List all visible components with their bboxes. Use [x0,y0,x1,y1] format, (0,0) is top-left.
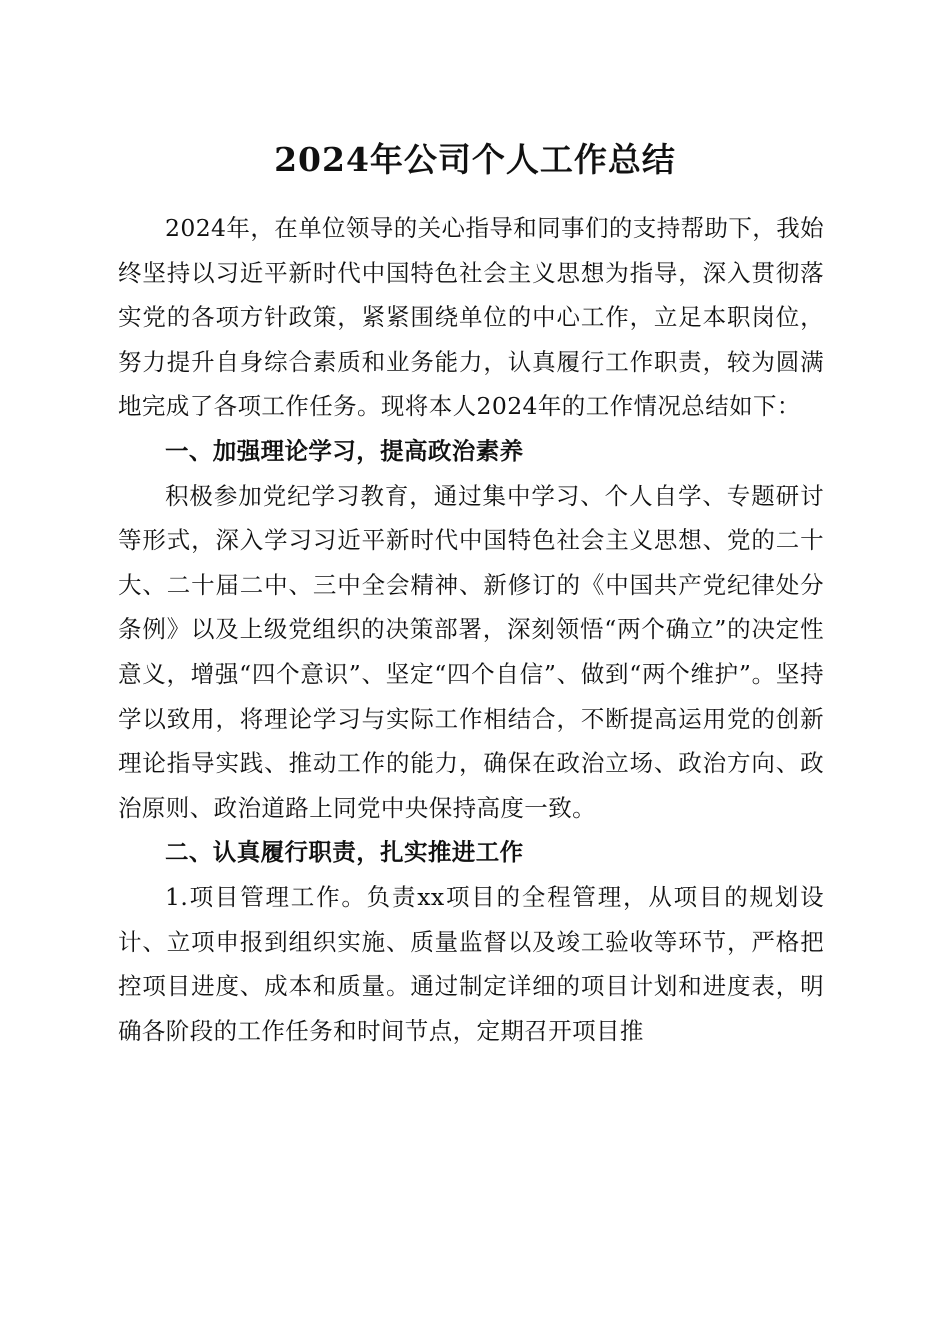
section-paragraph-1: 积极参加党纪学习教育，通过集中学习、个人自学、专题研讨等形式，深入学习习近平新时代中国特色社会主义思想、党的二十大、二十届二中、三中全会精神、新修订的《中国共产党纪律处分条例》以及上级党组织的决策部署，深刻领悟“两个确立”的决定性意义，增强“四个意识”、坚定“四个自信”、做到“两个维护”。坚持学以致用，将理论学习与实际工作相结合，不断提高运用党的创新理论指导实践、推动工作的能力，确保在政治立场、政治方向、政治原则、政治道路上同党中央保持高度一致。 [118,481,824,822]
document-body [118,206,824,1053]
section-paragraph-2: 1.项目管理工作。负责xx项目的全程管理，从项目的规划设计、立项申报到组织实施、质量监督以及竣工验收等环节，严格把控项目进度、成本和质量。通过制定详细的项目计划和进度表，明确各阶段的工作任务和时间节点，定期召开项目推 [118,882,824,1045]
document-title: 2024年公司个人工作总结 [274,140,676,179]
intro-paragraph: 2024年，在单位领导的关心指导和同事们的支持帮助下，我始终坚持以习近平新时代中国特色社会主义思想为指导，深入贯彻落实党的各项方针政策，紧紧围绕单位的中心工作，立足本职岗位，努力提升自身综合素质和业务能力，认真履行工作职责，较为圆满地完成了各项工作任务。现将本人2024年的工作情况总结如下： [118,214,824,421]
section-heading-1: 一、加强理论学习，提高政治素养 [165,436,524,465]
section-heading-2: 二、认真履行职责，扎实推进工作 [165,838,524,867]
